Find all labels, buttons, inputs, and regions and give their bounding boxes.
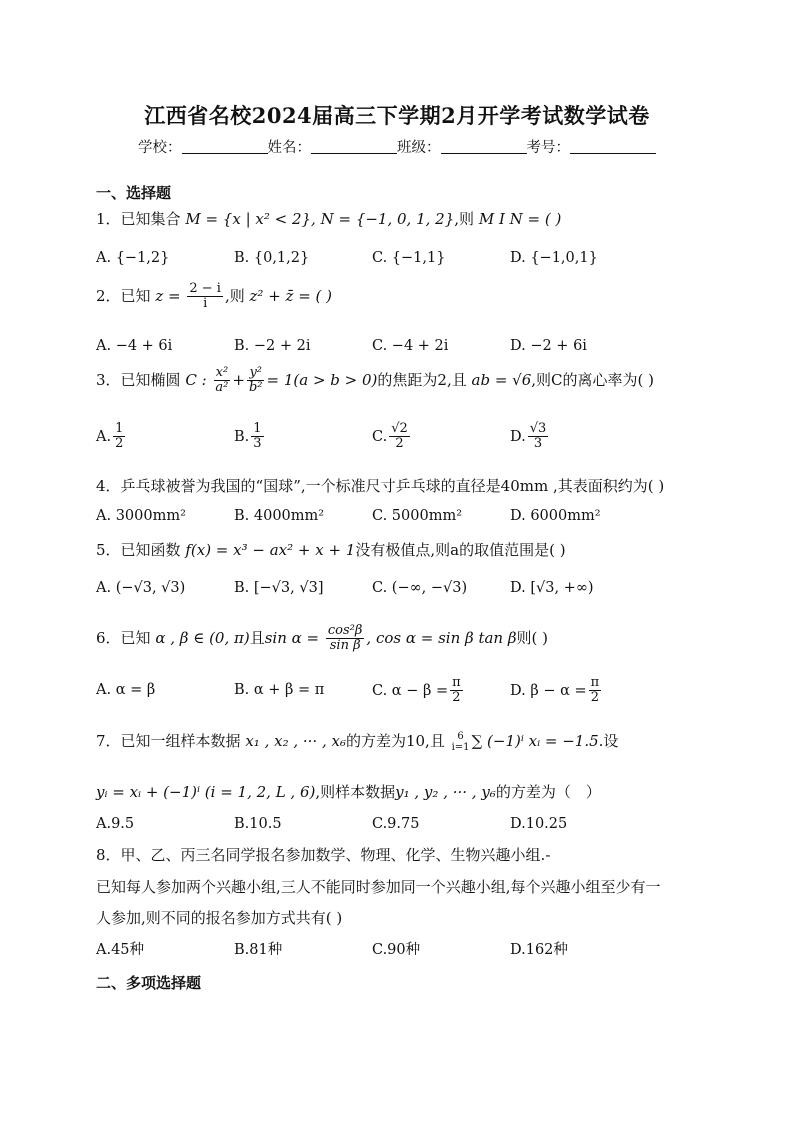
q3-b-label: B. (234, 428, 250, 445)
question-1-stem (96, 208, 561, 229)
q7-sum-bottom: i=1 (451, 742, 470, 753)
q3-c-num: √2 (391, 421, 408, 436)
question-7-line-2 (96, 781, 601, 802)
q3-d-label: D. (510, 428, 526, 445)
q7-math-sum: ∑ (−1)ⁱ xᵢ = −1.5 (471, 732, 599, 750)
q3-math-c: C : (185, 370, 207, 389)
q3-option-a (96, 422, 127, 452)
q2-option-a: A. −4 + 6i (96, 338, 173, 354)
q5-option-c: C. (−∞, −√3) (372, 580, 468, 596)
q4-option-d: D. 6000mm² (510, 508, 601, 524)
q8-option-b: B.81种 (234, 942, 283, 958)
q3-option-d (510, 422, 550, 452)
question-3-stem (96, 366, 654, 396)
q2-option-d: D. −2 + 6i (510, 338, 587, 354)
q7-math-y-def: yᵢ = xᵢ + (−1)ⁱ (i = 1, 2, L , 6) (96, 783, 316, 801)
question-4-stem: 4．乒乓球被誉为我国的“国球”,一个标准尺寸乒乓球的直径是40mm ,其表面积约为( ) (96, 477, 665, 495)
school-blank (182, 139, 268, 154)
q6-c-frac (450, 676, 463, 706)
q7-sum-limits (452, 731, 470, 753)
q2-text-a: 2．已知 (96, 286, 151, 305)
question-8-line-3: 人参加,则不同的报名参加方式共有( ) (96, 909, 343, 927)
q1-text-c: ,则 (454, 210, 475, 228)
q2-text-b: ,则 (224, 286, 245, 305)
student-info-row (0, 136, 794, 157)
name-blank (311, 139, 397, 154)
q5-text-a: 5．已知函数 (96, 541, 181, 559)
q6-option-a: A. α = β (96, 682, 156, 698)
q2-frac-den: i (203, 296, 208, 312)
q8-option-d: D.162种 (510, 942, 568, 958)
q3-frac-y (247, 366, 265, 396)
q5-math-f: f(x) = x³ − ax² + x + 1 (185, 541, 356, 559)
question-8-line-2: 已知每人参加两个兴趣小组,三人不能同时参加同一个兴趣小组,每个兴趣小组至少有一 (96, 878, 661, 896)
q6-fraction (326, 624, 365, 654)
q5-option-d: D. [√3, +∞) (510, 580, 594, 596)
q7-option-b: B.10.5 (234, 816, 282, 832)
q1-option-d: D. {−1,0,1} (510, 250, 598, 266)
q3-math-ab: ab = √6 (471, 370, 532, 389)
q1-option-b: B. {0,1,2} (234, 250, 310, 266)
q7-text-b: 的方差为10,且 (345, 732, 445, 750)
q5-option-b: B. [−√3, √3] (234, 580, 324, 596)
q6-c-den: 2 (452, 690, 461, 706)
exam-no-blank (570, 139, 656, 154)
q8-option-c: C.90种 (372, 942, 421, 958)
q4-option-b: B. 4000mm² (234, 508, 325, 524)
q3-frac-x-den: a² (215, 380, 229, 396)
exam-title: 江西省名校2024届高三下学期2月开学考试数学试卷 (144, 103, 650, 128)
q3-text-a: 3．已知椭圆 (96, 370, 181, 389)
q7-math-xs: x₁ , x₂ , ··· , x₆ (245, 732, 346, 750)
q4-option-c: C. 5000mm² (372, 508, 463, 524)
q6-text-a: 6．已知 (96, 628, 151, 647)
q6-c-label: C. α − β = (372, 682, 449, 699)
q6-d-frac (589, 676, 602, 706)
q3-b-den: 3 (253, 436, 262, 452)
q6-text-b: 且 (249, 628, 265, 647)
q7-option-a: A.9.5 (96, 816, 135, 832)
q3-d-frac (528, 422, 549, 452)
q7-option-d: D.10.25 (510, 816, 568, 832)
q3-math-eq: = 1(a > b > 0) (266, 370, 378, 389)
q2-fraction (187, 282, 223, 312)
q7-text-a: 7．已知一组样本数据 (96, 732, 241, 750)
q3-plus: + (232, 370, 245, 389)
q6-math-domain: α , β ∈ (0, π) (155, 628, 250, 647)
question-5-stem (96, 539, 566, 560)
q1-text-a: 1．已知集合 (96, 210, 181, 228)
class-blank (441, 139, 527, 154)
q2-math-expr: z² + z̄ = ( ) (249, 286, 333, 305)
class-label: 班级： (397, 140, 441, 156)
q4-option-a: A. 3000mm² (96, 508, 186, 524)
q6-option-b: B. α + β = π (234, 682, 325, 698)
q1-math-sets: M = {x | x² < 2}, N = {−1, 0, 1, 2} (185, 210, 455, 228)
q3-a-label: A. (96, 428, 112, 445)
q3-c-den: 2 (395, 436, 404, 452)
question-2-stem (96, 282, 332, 312)
q5-option-a: A. (−√3, √3) (96, 580, 186, 596)
q1-math-intersection: M I N = ( ) (478, 210, 562, 228)
q2-frac-num: 2 − i (189, 281, 221, 296)
q7-text-c: .设 (598, 732, 619, 750)
q3-text-b: 的焦距为2,且 (377, 370, 467, 389)
q6-d-den: 2 (590, 690, 600, 706)
q6-d-label: D. β − α = (510, 682, 587, 699)
section-heading-choice: 一、选择题 (96, 184, 172, 202)
q5-text-b: 没有极值点,则a的取值范围是( ) (355, 541, 566, 559)
q7-text-line2c: 的方差为（ ） (495, 783, 601, 801)
school-label: 学校： (138, 140, 182, 156)
q2-math-z: z = (155, 286, 181, 305)
q3-c-frac (389, 422, 410, 452)
q2-option-c: C. −4 + 2i (372, 338, 449, 354)
q3-b-num: 1 (253, 421, 262, 436)
question-8-stem: 8．甲、乙、丙三名同学报名参加数学、物理、化学、生物兴趣小组.- (96, 846, 551, 864)
q1-option-a: A. {−1,2} (96, 250, 170, 266)
q3-a-num: 1 (115, 421, 124, 436)
q2-option-b: B. −2 + 2i (234, 338, 311, 354)
exam-no-label: 考号： (526, 140, 570, 156)
q7-option-c: C.9.75 (372, 816, 420, 832)
question-6-stem (96, 624, 548, 654)
q3-frac-x (213, 366, 230, 396)
q3-frac-y-den: b² (248, 380, 263, 396)
q6-math-sin: sin α = (264, 628, 320, 647)
q3-frac-x-num: x² (215, 365, 229, 380)
q3-frac-y-num: y² (249, 365, 263, 380)
q3-b-frac (251, 422, 263, 452)
q8-option-a: A.45种 (96, 942, 145, 958)
q3-option-b (234, 422, 266, 452)
q6-text-c: 则( ) (516, 628, 549, 647)
q6-frac-num: cos²β (327, 623, 363, 638)
q6-option-d (510, 676, 603, 706)
q3-c-label: C. (372, 428, 388, 445)
q7-sum-top: 6 (457, 731, 464, 742)
q3-d-num: √3 (529, 421, 547, 436)
q3-option-c (372, 422, 412, 452)
q3-d-den: 3 (533, 436, 543, 452)
q6-frac-den: sin β (329, 638, 361, 654)
q7-math-ys: y₁ , y₂ , ··· , y₆ (395, 783, 496, 801)
q6-c-num: π (452, 675, 461, 690)
q6-option-c (372, 676, 465, 706)
q3-a-den: 2 (115, 436, 124, 452)
question-7-stem (96, 730, 618, 753)
q3-text-c: ,则C的离心率为( ) (531, 370, 654, 389)
q7-text-line2b: ,则样本数据 (315, 783, 396, 801)
q3-a-frac (113, 422, 125, 452)
q1-option-c: C. {−1,1} (372, 250, 446, 266)
q6-math-rest: , cos α = sin β tan β (366, 628, 517, 647)
name-label: 姓名： (267, 140, 311, 156)
q6-d-num: π (590, 675, 600, 690)
section-heading-multi: 二、多项选择题 (96, 974, 202, 992)
